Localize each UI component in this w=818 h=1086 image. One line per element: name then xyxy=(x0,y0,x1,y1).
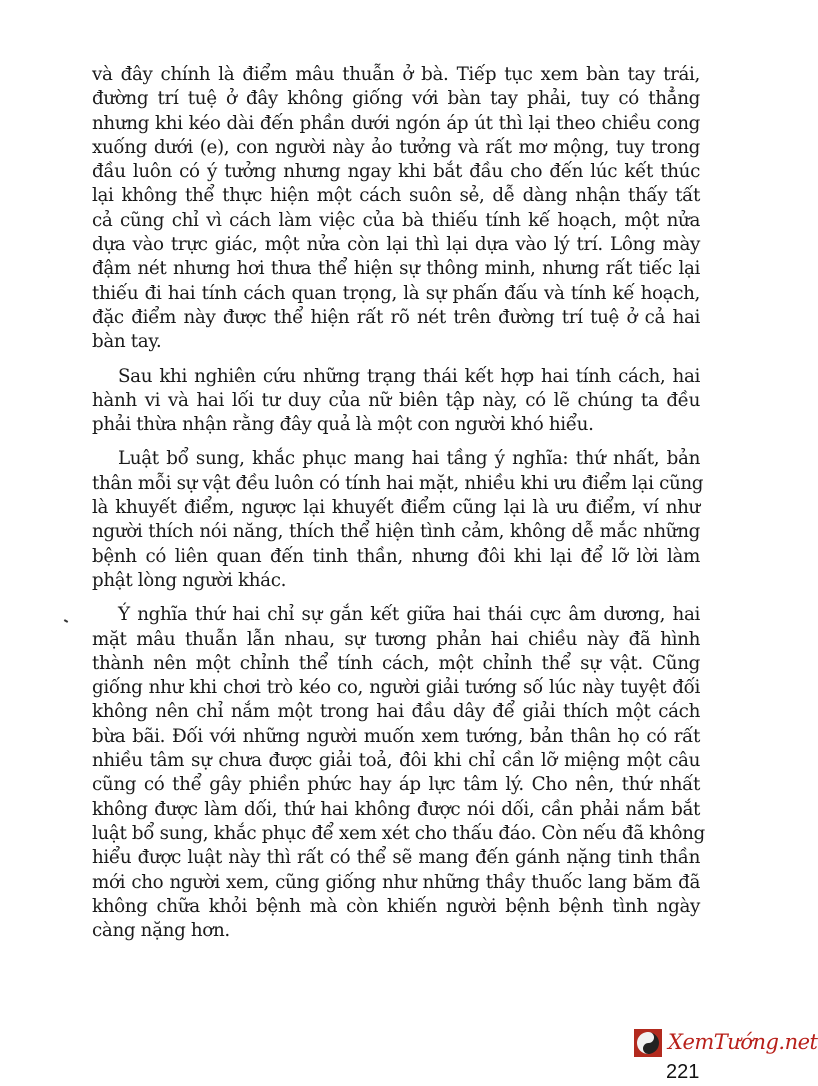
text-line: không chữa khỏi bệnh mà còn khiến người bệnh bệnh tình ngày xyxy=(92,895,700,917)
paragraph-4 xyxy=(92,603,705,943)
text-line: hành vi và hai lối tư duy của nữ biên tập này, có lẽ chúng ta đều xyxy=(92,389,700,411)
text-line: hiểu được luật này thì rất có thể sẽ mang đến gánh nặng tinh thần xyxy=(92,847,700,869)
text-line: không nên chỉ nắm một trong hai đầu dây để giải thích một cách xyxy=(92,701,700,723)
paragraph-2 xyxy=(92,365,700,438)
text-line: luật bổ sung, khắc phục để xem xét cho thấu đáo. Còn nếu đã không xyxy=(92,822,705,844)
text-line: đầu luôn có ý tưởng nhưng ngay khi bắt đầu cho đến lúc kết thúc xyxy=(92,161,700,183)
text-line: người thích nói năng, thích thể hiện tình cảm, không dễ mắc những xyxy=(92,521,700,543)
watermark-logo xyxy=(632,1026,818,1060)
text-line: cũng có thể gây phiền phức hay áp lực tâm lý. Cho nên, thứ nhất xyxy=(92,774,700,796)
text-line: cả cũng chỉ vì cách làm việc của bà thiếu tính kế hoạch, một nửa xyxy=(92,209,700,231)
text-line: đậm nét nhưng hơi thưa thể hiện sự thông minh, nhưng rất tiếc lại xyxy=(92,258,700,280)
body-text xyxy=(92,63,705,953)
text-line: xuống dưới (e), con người này ảo tưởng và rất mơ mộng, tuy trong xyxy=(92,136,700,158)
text-line: phật lòng người khác. xyxy=(92,569,287,591)
paragraph-1 xyxy=(92,63,700,355)
text-line: mặt mâu thuẫn lẫn nhau, sự tương phản hai chiều này đã hình xyxy=(92,628,700,650)
yin-yang-icon xyxy=(637,1032,659,1054)
text-line: thành nên một chỉnh thể tính cách, một chỉnh thể sự vật. Cũng xyxy=(92,652,700,674)
text-line: dựa vào trực giác, một nửa còn lại thì lại dựa vào lý trí. Lông mày xyxy=(92,234,700,256)
paragraph-3 xyxy=(92,447,704,593)
text-line: bệnh có liên quan đến tinh thần, nhưng đôi khi lại để lỡ lời làm xyxy=(92,545,700,567)
text-line: giống như khi chơi trò kéo co, người giải tướng số lúc này tuyệt đối xyxy=(92,677,700,699)
text-line: không được làm dối, thứ hai không được nói dối, cần phải nắm bắt xyxy=(92,798,700,820)
text-line: phải thừa nhận rằng đây quả là một con người khó hiểu. xyxy=(92,414,594,436)
text-line: lại không thể thực hiện một cách suôn sẻ, dễ dàng nhận thấy tất xyxy=(92,185,700,207)
text-line: đặc điểm này được thể hiện rất rõ nét trên đường trí tuệ ở cả hai xyxy=(92,306,700,328)
text-line: nhưng khi kéo dài đến phần dưới ngón áp út thì lại theo chiều cong xyxy=(92,112,700,134)
logo-badge xyxy=(634,1029,662,1057)
text-line: là khuyết điểm, ngược lại khuyết điểm cũng lại là ưu điểm, ví như xyxy=(92,497,700,519)
scan-speck xyxy=(64,619,68,623)
text-line: nhiều tâm sự chưa được giải toả, đôi khi chỉ cần lỡ miệng một câu xyxy=(92,750,700,772)
text-line: đường trí tuệ ở đây không giống với bàn tay phải, tuy có thẳng xyxy=(92,88,700,110)
text-line: thân mỗi sự vật đều luôn có tính hai mặt, nhiều khi ưu điểm lại cũng xyxy=(92,472,704,494)
text-line: Sau khi nghiên cứu những trạng thái kết hợp hai tính cách, hai xyxy=(118,365,700,387)
page-number: 221 xyxy=(666,1061,700,1083)
text-line: càng nặng hơn. xyxy=(92,920,230,942)
text-line: thiếu đi hai tính cách quan trọng, là sự phấn đấu và tính kế hoạch, xyxy=(92,282,700,304)
text-line: và đây chính là điểm mâu thuẫn ở bà. Tiếp tục xem bàn tay trái, xyxy=(92,64,700,85)
text-line: Ý nghĩa thứ hai chỉ sự gắn kết giữa hai thái cực âm dương, hai xyxy=(118,604,700,626)
text-line: Luật bổ sung, khắc phục mang hai tầng ý nghĩa: thứ nhất, bản xyxy=(118,448,700,470)
watermark-text: XemTướng.net xyxy=(668,1030,818,1054)
text-line: bừa bãi. Đối với những người muốn xem tướng, bản thân họ có rất xyxy=(92,725,700,747)
text-line: mới cho người xem, cũng giống như những thầy thuốc lang băm đã xyxy=(92,871,700,893)
text-line: bàn tay. xyxy=(92,331,162,353)
